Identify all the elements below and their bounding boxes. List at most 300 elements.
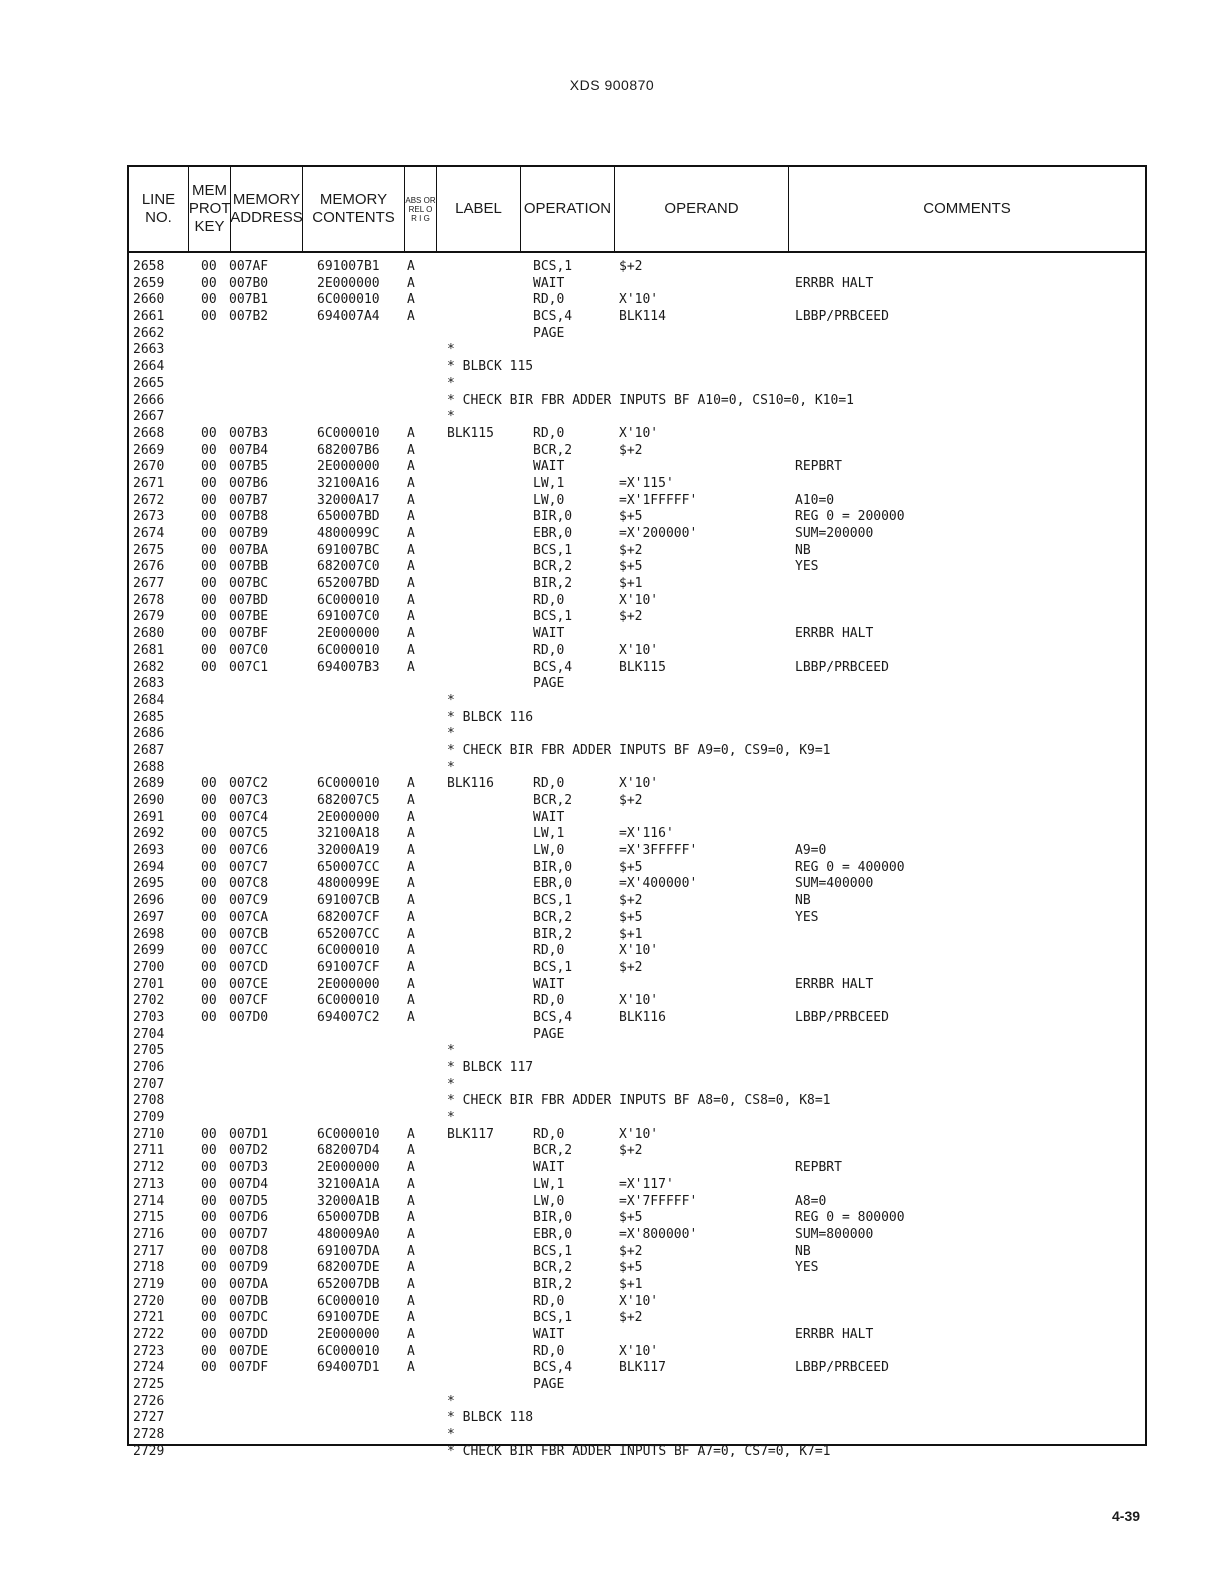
cell-line-number: 2699 (133, 943, 165, 959)
cell-operation: LW,0 (533, 492, 565, 508)
cell-prot-key: 00 (201, 1260, 217, 1276)
cell-memory-contents: 6C000010 (317, 425, 380, 441)
cell-memory-address: 007DC (229, 1310, 269, 1326)
cell-line-number: 2700 (133, 959, 165, 975)
cell-memory-contents: 652007CC (317, 926, 380, 942)
cell-label: * (447, 1076, 455, 1092)
cell-abs-rel: A (407, 275, 415, 291)
table-row (129, 526, 1145, 543)
table-row (129, 309, 1145, 326)
cell-line-number: 2671 (133, 475, 165, 491)
cell-memory-contents: 6C000010 (317, 776, 380, 792)
cell-prot-key: 00 (201, 1243, 217, 1259)
cell-memory-address: 007C2 (229, 776, 269, 792)
cell-line-number: 2659 (133, 275, 165, 291)
cell-operand: $+2 (619, 793, 643, 808)
cell-abs-rel: A (407, 542, 415, 558)
cell-operation: BCS,4 (533, 309, 573, 325)
cell-abs-rel: A (407, 1226, 415, 1242)
cell-line-number: 2724 (133, 1360, 165, 1376)
cell-abs-rel: A (407, 442, 415, 458)
table-row (129, 426, 1145, 443)
document-title: XDS 900870 (569, 77, 655, 93)
cell-prot-key: 00 (201, 926, 217, 942)
cell-line-number: 2678 (133, 592, 165, 608)
cell-comment: LBBP/PRBCEED (795, 1009, 889, 1025)
cell-label: * (447, 1043, 455, 1059)
cell-abs-rel: A (407, 642, 415, 658)
cell-operation: EBR,0 (533, 526, 573, 541)
cell-comment: REG 0 = 800000 (795, 1210, 905, 1226)
table-row (129, 393, 1145, 410)
cell-abs-rel: A (407, 876, 415, 892)
cell-prot-key: 00 (201, 1226, 217, 1242)
cell-memory-address: 007D9 (229, 1260, 269, 1276)
cell-abs-rel: A (407, 1176, 415, 1192)
cell-abs-rel: A (407, 475, 415, 491)
cell-operation: BIR,2 (533, 1276, 573, 1292)
cell-prot-key: 00 (201, 776, 217, 792)
cell-memory-contents: 691007DE (317, 1310, 380, 1326)
cell-line-number: 2686 (133, 726, 165, 742)
cell-memory-address: 007BF (229, 626, 269, 642)
cell-abs-rel: A (407, 626, 415, 642)
cell-abs-rel: A (407, 793, 415, 808)
cell-line-number: 2667 (133, 409, 165, 425)
cell-operation: BCS,1 (533, 1243, 573, 1259)
cell-line-number: 2716 (133, 1226, 165, 1242)
cell-label: * (447, 726, 455, 742)
table-row (129, 593, 1145, 610)
cell-memory-contents: 32000A19 (317, 843, 380, 859)
cell-memory-contents: 652007DB (317, 1276, 380, 1292)
cell-line-number: 2662 (133, 325, 165, 341)
table-row (129, 359, 1145, 376)
cell-memory-address: 007B3 (229, 425, 269, 441)
cell-operation: EBR,0 (533, 1226, 573, 1242)
cell-memory-address: 007B6 (229, 475, 269, 491)
cell-line-number: 2666 (133, 392, 165, 408)
table-row (129, 993, 1145, 1010)
cell-operand: $+2 (619, 893, 643, 909)
cell-prot-key: 00 (201, 309, 217, 325)
table-row (129, 1427, 1145, 1444)
table-row (129, 1060, 1145, 1077)
cell-abs-rel: A (407, 1009, 415, 1025)
cell-memory-contents: 6C000010 (317, 943, 380, 959)
cell-operand: X'10' (619, 292, 659, 308)
cell-operation: PAGE (533, 1026, 565, 1042)
cell-abs-rel: A (407, 959, 415, 975)
cell-line-number: 2721 (133, 1310, 165, 1326)
cell-operation: LW,0 (533, 843, 565, 859)
cell-operand: $+2 (619, 609, 643, 625)
cell-label: BLK116 (447, 776, 494, 792)
table-row (129, 1194, 1145, 1211)
cell-memory-contents: 682007B6 (317, 442, 380, 458)
cell-abs-rel: A (407, 826, 415, 842)
cell-line-number: 2672 (133, 492, 165, 508)
table-row (129, 1127, 1145, 1144)
cell-label: * BLBCK 117 (447, 1060, 534, 1075)
cell-abs-rel: A (407, 943, 415, 959)
cell-memory-contents: 691007CB (317, 893, 380, 909)
table-row (129, 1344, 1145, 1361)
cell-operation: WAIT (533, 459, 565, 475)
cell-line-number: 2682 (133, 659, 165, 675)
cell-prot-key: 00 (201, 909, 217, 925)
table-row (129, 643, 1145, 660)
cell-memory-address: 007C6 (229, 843, 269, 859)
table-row (129, 1077, 1145, 1094)
cell-prot-key: 00 (201, 1009, 217, 1025)
cell-operation: BCR,2 (533, 793, 573, 808)
table-row (129, 1027, 1145, 1044)
cell-comment: REG 0 = 400000 (795, 859, 905, 875)
cell-operation: LW,1 (533, 1176, 565, 1192)
cell-memory-contents: 650007BD (317, 509, 380, 525)
cell-memory-contents: 682007D4 (317, 1143, 380, 1159)
cell-label: * CHECK BIR FBR ADDER INPUTS BF A7=0, CS7=0, K7=1 (447, 1443, 831, 1459)
cell-memory-contents: 6C000010 (317, 1126, 380, 1142)
cell-memory-address: 007C8 (229, 876, 269, 892)
cell-memory-address: 007CE (229, 976, 269, 992)
cell-operand: $+1 (619, 1276, 643, 1292)
cell-comment: SUM=800000 (795, 1226, 874, 1242)
cell-prot-key: 00 (201, 1126, 217, 1142)
cell-operation: RD,0 (533, 776, 565, 792)
cell-memory-contents: 682007DE (317, 1260, 380, 1276)
cell-prot-key: 00 (201, 475, 217, 491)
table-row (129, 1110, 1145, 1127)
cell-abs-rel: A (407, 1343, 415, 1359)
cell-memory-contents: 694007A4 (317, 309, 380, 325)
cell-memory-address: 007C4 (229, 809, 269, 825)
cell-memory-address: 007D1 (229, 1126, 269, 1142)
cell-prot-key: 00 (201, 1343, 217, 1359)
cell-line-number: 2697 (133, 909, 165, 925)
cell-memory-address: 007CA (229, 909, 269, 925)
cell-abs-rel: A (407, 576, 415, 592)
cell-operand: X'10' (619, 993, 659, 1009)
cell-memory-contents: 691007DA (317, 1243, 380, 1259)
cell-memory-contents: 691007C0 (317, 609, 380, 625)
cell-memory-address: 007CF (229, 993, 269, 1009)
cell-prot-key: 00 (201, 1310, 217, 1326)
cell-label: * BLBCK 116 (447, 709, 534, 725)
cell-operand: $+5 (619, 509, 643, 525)
table-row (129, 760, 1145, 777)
cell-operation: RD,0 (533, 1126, 565, 1142)
cell-line-number: 2728 (133, 1427, 165, 1443)
cell-prot-key: 00 (201, 576, 217, 592)
table-row (129, 376, 1145, 393)
table-row (129, 1410, 1145, 1427)
cell-abs-rel: A (407, 1143, 415, 1159)
cell-operand: $+2 (619, 542, 643, 558)
cell-abs-rel: A (407, 1327, 415, 1342)
cell-operation: RD,0 (533, 592, 565, 608)
cell-abs-rel: A (407, 1210, 415, 1226)
table-row (129, 910, 1145, 927)
cell-label: BLK115 (447, 425, 494, 441)
cell-label: * CHECK BIR FBR ADDER INPUTS BF A10=0, CS10=0, K10=1 (447, 392, 854, 408)
cell-prot-key: 00 (201, 793, 217, 808)
cell-memory-address: 007DA (229, 1276, 269, 1292)
cell-memory-address: 007D8 (229, 1243, 269, 1259)
cell-line-number: 2677 (133, 576, 165, 592)
table-row (129, 810, 1145, 827)
cell-operand: BLK115 (619, 659, 666, 675)
header-label: LABEL (437, 167, 521, 251)
cell-operand: $+2 (619, 259, 643, 274)
cell-operation: BIR,2 (533, 926, 573, 942)
cell-memory-contents: 691007CF (317, 959, 380, 975)
cell-memory-address: 007DB (229, 1293, 269, 1309)
cell-operand: $+1 (619, 576, 643, 592)
cell-line-number: 2701 (133, 976, 165, 992)
cell-operand: $+5 (619, 909, 643, 925)
cell-comment: NB (795, 542, 811, 558)
cell-prot-key: 00 (201, 609, 217, 625)
cell-abs-rel: A (407, 976, 415, 992)
cell-operation: BIR,2 (533, 576, 573, 592)
cell-comment: YES (795, 1260, 819, 1276)
table-row (129, 893, 1145, 910)
cell-operand: $+2 (619, 1143, 643, 1159)
cell-prot-key: 00 (201, 592, 217, 608)
table-row (129, 459, 1145, 476)
table-header (129, 167, 1145, 253)
cell-memory-address: 007BD (229, 592, 269, 608)
cell-memory-address: 007D4 (229, 1176, 269, 1192)
table-row (129, 826, 1145, 843)
cell-memory-address: 007B9 (229, 526, 269, 541)
cell-operand: $+5 (619, 1260, 643, 1276)
cell-abs-rel: A (407, 259, 415, 274)
cell-memory-address: 007C7 (229, 859, 269, 875)
cell-label: * CHECK BIR FBR ADDER INPUTS BF A9=0, CS9=0, K9=1 (447, 742, 831, 758)
cell-abs-rel: A (407, 893, 415, 909)
cell-line-number: 2688 (133, 759, 165, 775)
cell-abs-rel: A (407, 809, 415, 825)
cell-memory-address: 007BB (229, 559, 269, 575)
cell-prot-key: 00 (201, 1276, 217, 1292)
cell-memory-contents: 2E000000 (317, 275, 380, 291)
table-row (129, 876, 1145, 893)
cell-label: * (447, 375, 455, 391)
cell-comment: YES (795, 909, 819, 925)
cell-operand: $+2 (619, 1310, 643, 1326)
header-memory-address: MEMORY ADDRESS (231, 167, 303, 251)
cell-prot-key: 00 (201, 893, 217, 909)
cell-line-number: 2694 (133, 859, 165, 875)
header-line-no: LINE NO. (129, 167, 189, 251)
cell-memory-address: 007B8 (229, 509, 269, 525)
cell-line-number: 2675 (133, 542, 165, 558)
table-row (129, 1394, 1145, 1411)
cell-line-number: 2691 (133, 809, 165, 825)
cell-memory-address: 007CB (229, 926, 269, 942)
cell-memory-address: 007D7 (229, 1226, 269, 1242)
cell-comment: A9=0 (795, 843, 827, 859)
cell-memory-contents: 32100A1A (317, 1176, 380, 1192)
cell-abs-rel: A (407, 926, 415, 942)
table-row (129, 543, 1145, 560)
table-row (129, 927, 1145, 944)
cell-line-number: 2706 (133, 1060, 165, 1075)
cell-prot-key: 00 (201, 1210, 217, 1226)
cell-operand: =X'116' (619, 826, 674, 842)
cell-memory-address: 007BA (229, 542, 269, 558)
cell-operation: RD,0 (533, 642, 565, 658)
cell-abs-rel: A (407, 526, 415, 541)
table-row (129, 1294, 1145, 1311)
cell-operand: =X'1FFFFF' (619, 492, 698, 508)
table-row (129, 743, 1145, 760)
table-row (129, 1277, 1145, 1294)
cell-abs-rel: A (407, 1243, 415, 1259)
header-abs-rel-orig: ABS OR REL O R I G (405, 167, 437, 251)
table-row (129, 509, 1145, 526)
table-row (129, 493, 1145, 510)
cell-prot-key: 00 (201, 1160, 217, 1176)
cell-operation: BCS,4 (533, 1009, 573, 1025)
cell-operation: BCS,1 (533, 542, 573, 558)
cell-memory-contents: 2E000000 (317, 459, 380, 475)
cell-operand: X'10' (619, 776, 659, 792)
cell-memory-contents: 2E000000 (317, 976, 380, 992)
cell-operation: RD,0 (533, 1293, 565, 1309)
cell-operand: X'10' (619, 1293, 659, 1309)
listing-rows (129, 259, 1145, 1461)
cell-prot-key: 00 (201, 1193, 217, 1209)
table-row (129, 1143, 1145, 1160)
cell-comment: NB (795, 1243, 811, 1259)
cell-prot-key: 00 (201, 809, 217, 825)
cell-line-number: 2723 (133, 1343, 165, 1359)
cell-memory-contents: 4800099E (317, 876, 380, 892)
cell-prot-key: 00 (201, 275, 217, 291)
table-row (129, 710, 1145, 727)
cell-memory-contents: 682007CF (317, 909, 380, 925)
table-row (129, 259, 1145, 276)
cell-memory-address: 007BC (229, 576, 269, 592)
cell-abs-rel: A (407, 993, 415, 1009)
cell-operand: BLK117 (619, 1360, 666, 1376)
cell-comment: NB (795, 893, 811, 909)
cell-line-number: 2680 (133, 626, 165, 642)
cell-comment: LBBP/PRBCEED (795, 1360, 889, 1376)
cell-prot-key: 00 (201, 292, 217, 308)
cell-label: * (447, 409, 455, 425)
cell-abs-rel: A (407, 659, 415, 675)
cell-line-number: 2725 (133, 1377, 165, 1393)
cell-operand: =X'400000' (619, 876, 698, 892)
cell-line-number: 2673 (133, 509, 165, 525)
cell-prot-key: 00 (201, 442, 217, 458)
cell-line-number: 2690 (133, 793, 165, 808)
cell-comment: LBBP/PRBCEED (795, 659, 889, 675)
cell-memory-contents: 6C000010 (317, 292, 380, 308)
cell-memory-address: 007B7 (229, 492, 269, 508)
cell-memory-address: 007C5 (229, 826, 269, 842)
cell-memory-contents: 650007CC (317, 859, 380, 875)
cell-line-number: 2693 (133, 843, 165, 859)
cell-memory-contents: 694007C2 (317, 1009, 380, 1025)
cell-line-number: 2727 (133, 1410, 165, 1426)
cell-operation: PAGE (533, 676, 565, 692)
cell-label: * BLBCK 118 (447, 1410, 534, 1426)
cell-operation: BCR,2 (533, 909, 573, 925)
cell-memory-contents: 6C000010 (317, 642, 380, 658)
cell-prot-key: 00 (201, 509, 217, 525)
cell-operation: BIR,0 (533, 1210, 573, 1226)
cell-line-number: 2726 (133, 1393, 165, 1409)
table-row (129, 476, 1145, 493)
cell-abs-rel: A (407, 843, 415, 859)
table-row (129, 1444, 1145, 1461)
cell-memory-contents: 691007B1 (317, 259, 380, 274)
cell-line-number: 2664 (133, 359, 165, 375)
cell-operand: =X'800000' (619, 1226, 698, 1242)
cell-line-number: 2703 (133, 1009, 165, 1025)
cell-comment: SUM=200000 (795, 526, 874, 541)
cell-operation: BCS,1 (533, 609, 573, 625)
cell-prot-key: 00 (201, 826, 217, 842)
table-row (129, 1244, 1145, 1261)
cell-line-number: 2681 (133, 642, 165, 658)
cell-memory-address: 007C0 (229, 642, 269, 658)
cell-operand: $+2 (619, 442, 643, 458)
cell-operation: RD,0 (533, 1343, 565, 1359)
cell-memory-address: 007BE (229, 609, 269, 625)
cell-operand: $+5 (619, 1210, 643, 1226)
cell-operation: BCS,4 (533, 1360, 573, 1376)
cell-abs-rel: A (407, 425, 415, 441)
cell-operand: =X'117' (619, 1176, 674, 1192)
cell-line-number: 2713 (133, 1176, 165, 1192)
cell-line-number: 2709 (133, 1110, 165, 1126)
cell-memory-address: 007DF (229, 1360, 269, 1376)
table-row (129, 1327, 1145, 1344)
cell-prot-key: 00 (201, 559, 217, 575)
cell-operation: LW,1 (533, 826, 565, 842)
cell-operation: RD,0 (533, 425, 565, 441)
cell-line-number: 2710 (133, 1126, 165, 1142)
table-row (129, 1010, 1145, 1027)
table-row (129, 1377, 1145, 1394)
cell-memory-contents: 650007DB (317, 1210, 380, 1226)
table-row (129, 292, 1145, 309)
listing-table (127, 165, 1147, 1459)
cell-prot-key: 00 (201, 993, 217, 1009)
cell-line-number: 2708 (133, 1093, 165, 1109)
cell-memory-contents: 652007BD (317, 576, 380, 592)
header-operation: OPERATION (521, 167, 615, 251)
cell-memory-contents: 6C000010 (317, 993, 380, 1009)
table-row (129, 276, 1145, 293)
cell-operation: BCS,1 (533, 893, 573, 909)
table-row (129, 1210, 1145, 1227)
cell-line-number: 2660 (133, 292, 165, 308)
cell-operation: BCS,1 (533, 259, 573, 274)
cell-memory-address: 007B5 (229, 459, 269, 475)
cell-prot-key: 00 (201, 659, 217, 675)
cell-memory-address: 007AF (229, 259, 269, 274)
table-row (129, 843, 1145, 860)
cell-operand: X'10' (619, 592, 659, 608)
